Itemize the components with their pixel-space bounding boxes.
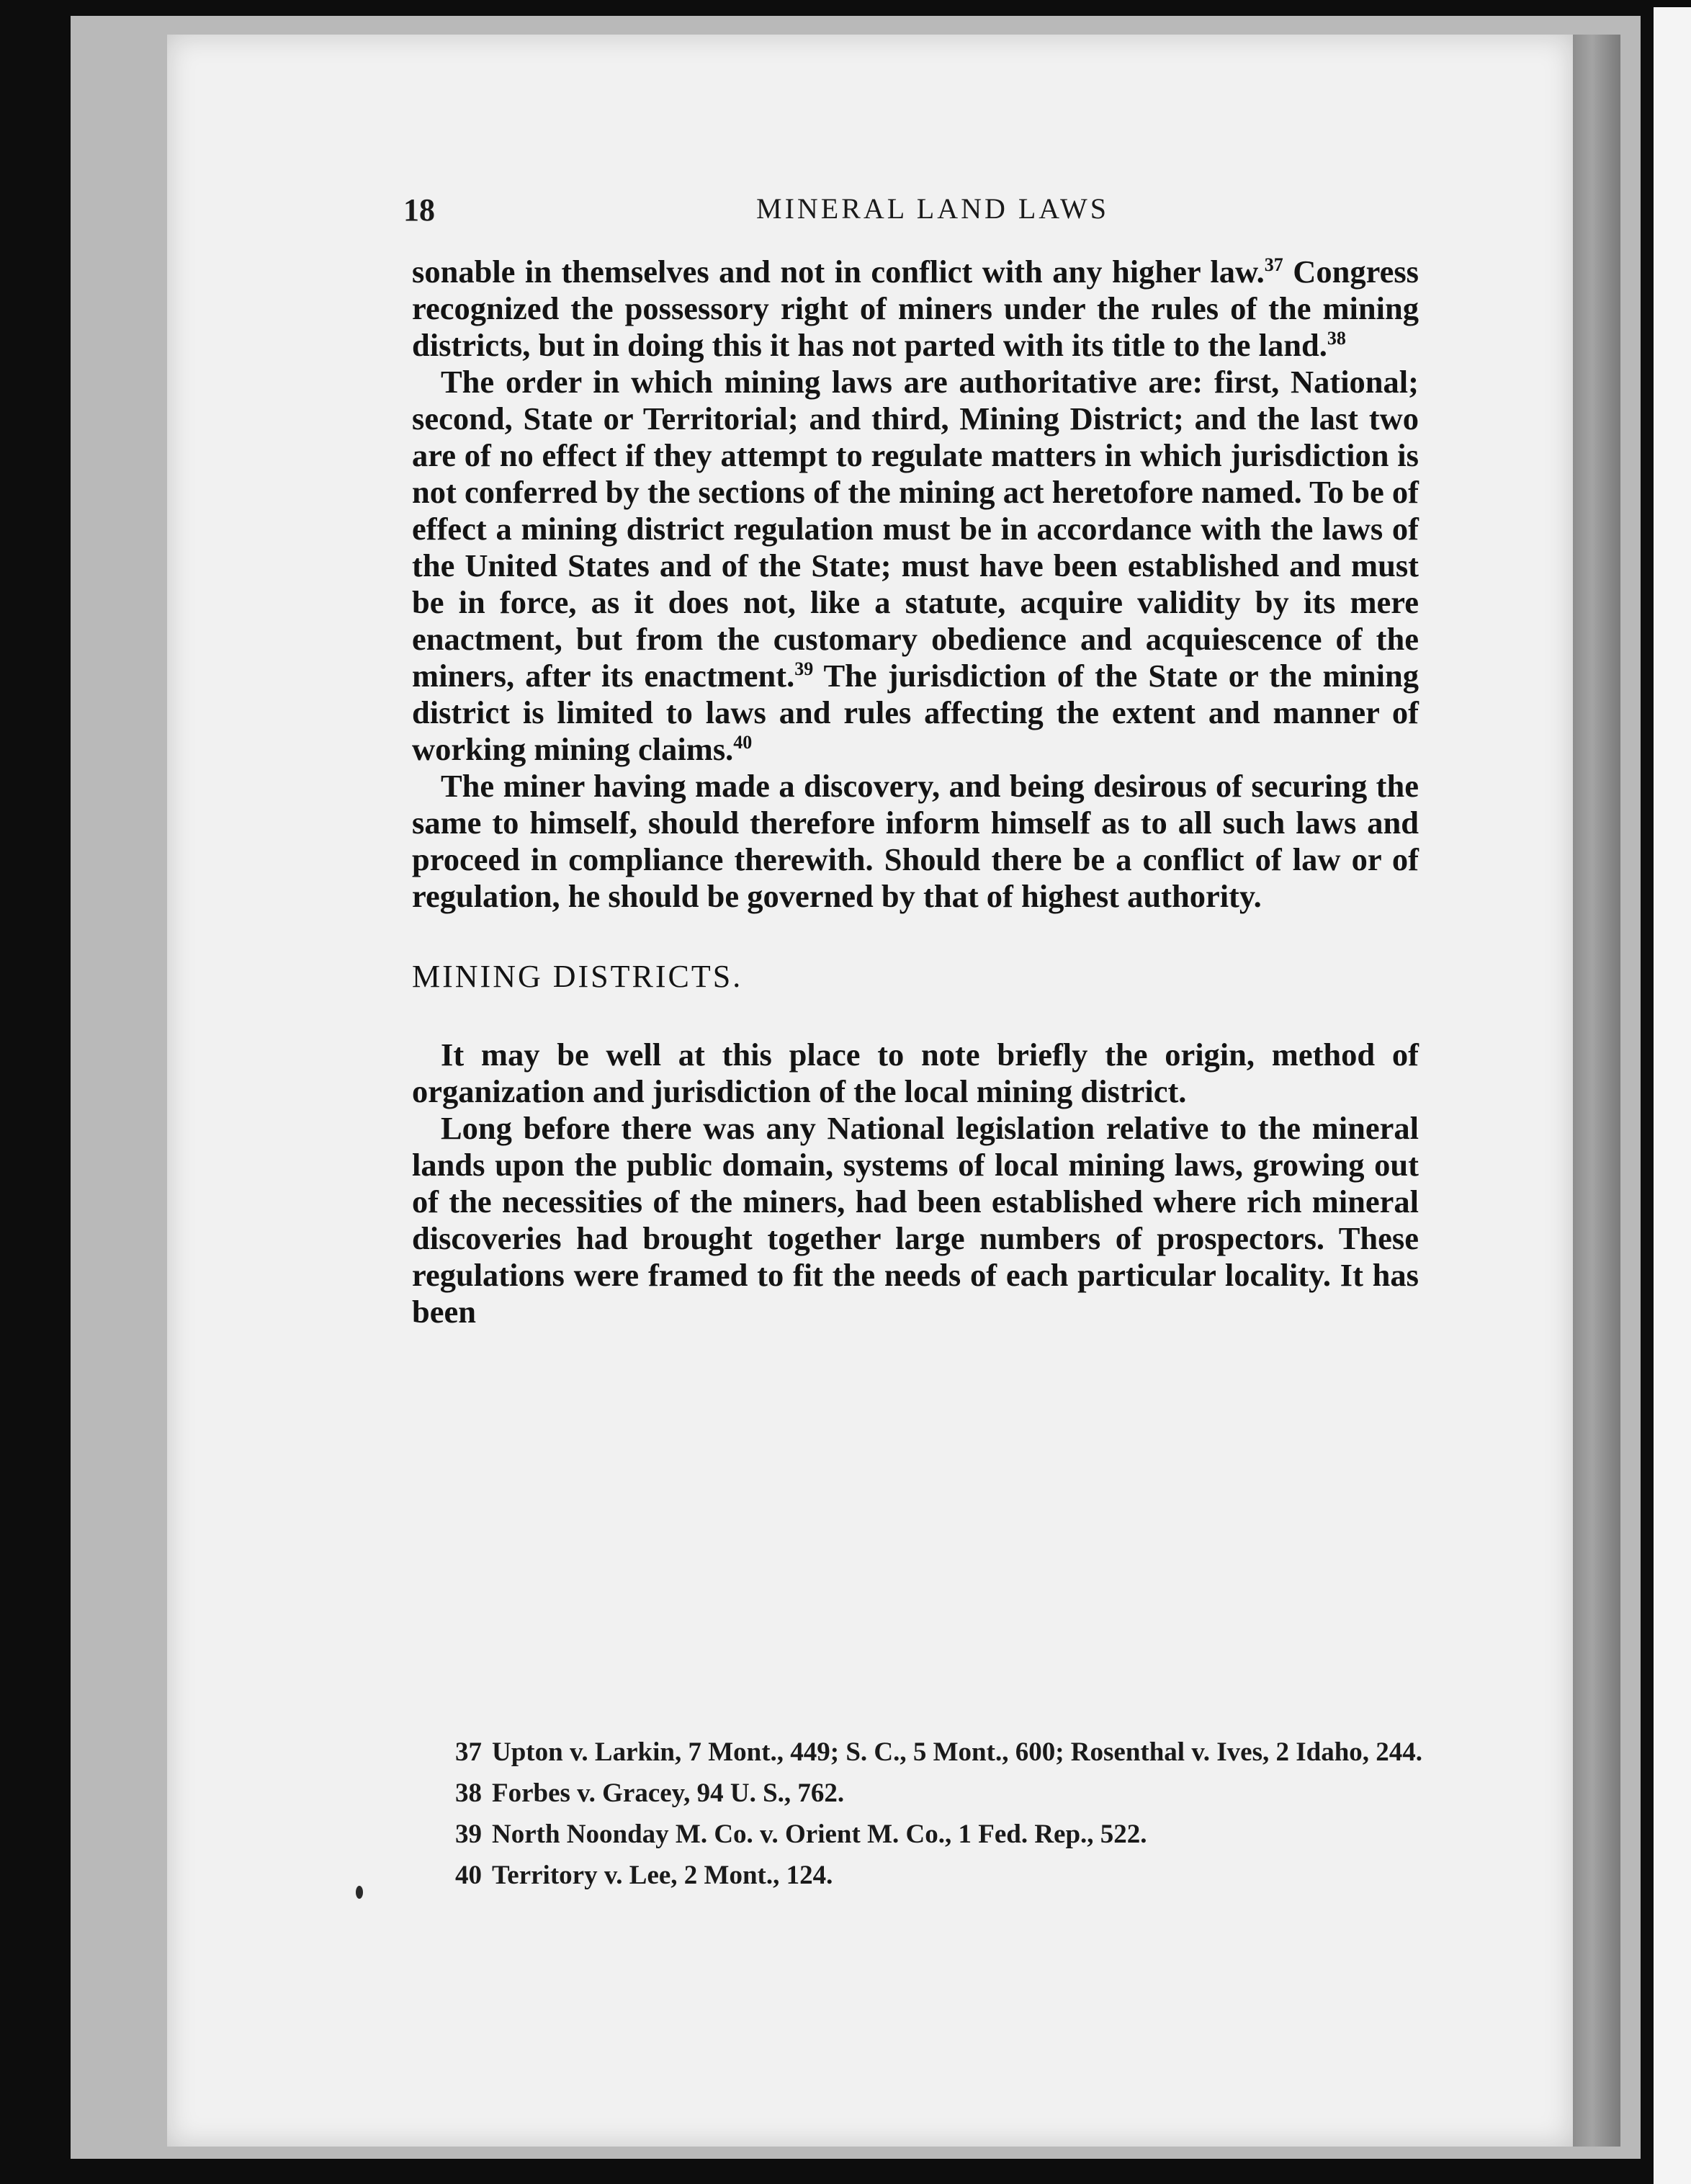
footnote-38	[426, 1776, 1435, 1811]
paragraph-4: It may be well at this place to note briefly the origin, method of organization and jurisdiction of the local mining district.	[412, 1037, 1419, 1109]
page-edge-shadow	[1573, 35, 1620, 2147]
footnote-ref-40: 40	[733, 732, 753, 753]
adjacent-page-edge	[1654, 7, 1691, 2184]
footnote-ref-39: 39	[794, 658, 814, 680]
running-head: MINERAL LAND LAWS	[756, 192, 1109, 225]
footnotes	[426, 1735, 1435, 1899]
paragraph-5: Long before there was any National legislation relative to the mineral lands upon the public domain, systems of local mining laws, growing out of the necessities of the miners, had been established where rich mineral discoveries had brought together large numbers of prospectors. These regulations were framed to fit the needs of each particular locality. It has been	[412, 1110, 1419, 1330]
footnote-text: Territory v. Lee, 2 Mont., 124.	[492, 1861, 833, 1890]
paragraph-2	[412, 364, 1419, 768]
footnote-number: 39	[455, 1820, 482, 1849]
body-text	[412, 254, 1419, 1330]
footnote-ref-38: 38	[1327, 328, 1346, 349]
footnote-text: Upton v. Larkin, 7 Mont., 449; S. C., 5 Mont., 600; Rosenthal v. Ives, 2 Idaho, 244.	[492, 1737, 1423, 1767]
footnote-39	[426, 1817, 1435, 1852]
footnote-number: 40	[455, 1861, 482, 1890]
paragraph-1-text-b: Congress recognized the possessory right of miners under the rules of the mining districts, but in doing this it has not parted with its title to the land.	[412, 254, 1419, 363]
footnote-ref-37: 37	[1264, 254, 1283, 276]
footnote-37	[426, 1735, 1435, 1770]
footnote-number: 37	[455, 1737, 482, 1767]
footnote-text: Forbes v. Gracey, 94 U. S., 762.	[492, 1778, 845, 1808]
page-header	[403, 192, 1433, 235]
paragraph-2-text-a: The order in which mining laws are authoritative are: first, National; second, State or Territorial; and third, Mining District; and the last two are of no effect if they attempt to regulate matters in which jurisdiction is not conferred by the sections of the mining act heretofore named. To be of effect a mining district regulation must be in accordance with the laws of the United States and of the State; must have been established and must be in force, as it does not, like a statute, acquire validity by its mere enactment, but from the customary obedience and acquiescence of the miners, after its enactment.	[412, 364, 1419, 694]
section-heading: MINING DISTRICTS.	[412, 959, 743, 994]
ink-speck	[356, 1886, 363, 1899]
paragraph-2-text-b: The jurisdiction of the State or the mining district is limited to laws and rules affecting the extent and manner of working mining claims.	[412, 658, 1419, 767]
paragraph-1-text-a: sonable in themselves and not in conflict with any higher law.	[412, 254, 1265, 290]
paragraph-1	[412, 254, 1419, 364]
paragraph-3: The miner having made a discovery, and being desirous of securing the same to himself, should therefore inform himself as to all such laws and proceed in compliance therewith. Should there be a conflict of law or of regulation, he should be governed by that of highest authority.	[412, 768, 1419, 914]
footnote-text: North Noonday M. Co. v. Orient M. Co., 1 Fed. Rep., 522.	[492, 1820, 1147, 1849]
footnote-40	[426, 1858, 1435, 1893]
page-number: 18	[403, 192, 435, 228]
footnote-number: 38	[455, 1778, 482, 1808]
